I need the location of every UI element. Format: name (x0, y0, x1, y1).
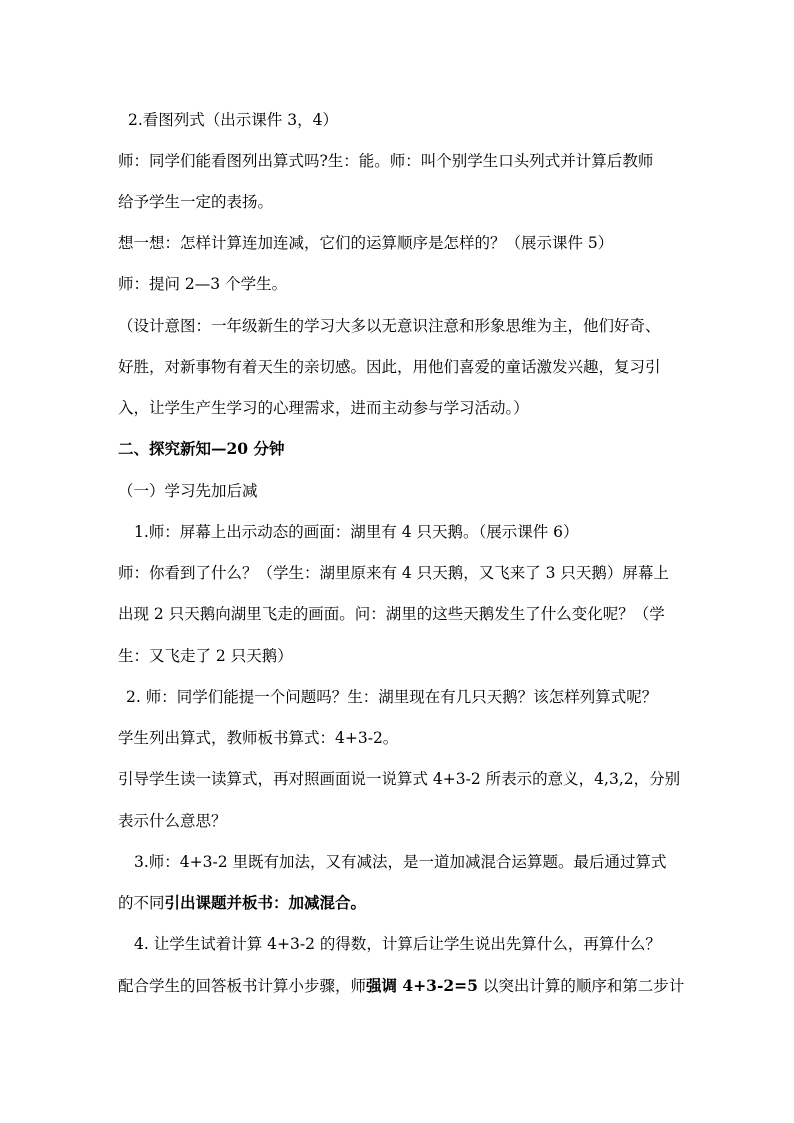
text-line (118, 151, 653, 171)
text-run: （设计意图：一年级新生的学习大多以无意识注意和形象思维为主，他们好奇、 (118, 317, 661, 335)
text-run: 师：提问 2—3 个学生。 (118, 275, 288, 293)
text-run: 2.看图列式（出示课件 3，4） (128, 111, 338, 129)
text-run: 生：又飞走了 2 只天鹅） (118, 647, 293, 665)
text-run: 配合学生的回答板书计算小步骤，师 (118, 977, 367, 995)
text-line (134, 522, 579, 542)
text-run: （一）学习先加后减 (118, 482, 258, 500)
text-run: 学生列出算式，教师板书算式：4+3-2。 (118, 729, 399, 747)
text-run: 表示什么意思？ (118, 812, 227, 830)
text-run: 1.师：屏幕上出示动态的画面：湖里有 4 只天鹅。（展示课件 6） (134, 523, 579, 541)
text-line (118, 481, 258, 501)
text-line (118, 893, 366, 913)
text-line (118, 563, 669, 583)
text-run: 师：同学们能看图列出算式吗?生：能。师：叫个别学生口头列式并计算后教师 (118, 152, 654, 170)
text-line (134, 934, 661, 954)
text-line (118, 357, 661, 377)
text-line (118, 192, 273, 212)
text-run: 出现 2 只天鹅向湖里飞走的画面。问：湖里的这些天鹅发生了什么变化呢？（学 (118, 605, 665, 623)
text-run: 给予学生一定的表扬。 (118, 193, 274, 211)
text-line (118, 233, 613, 253)
text-run: 以突出计算的顺序和第二步计 (477, 977, 685, 995)
text-run: 3.师：4+3-2 里既有加法，又有减法，是一道加减混合运算题。最后通过算式 (134, 853, 667, 871)
text-line (128, 110, 338, 130)
text-run: 的不同 (118, 894, 165, 912)
text-run: 好胜，对新事物有着天生的亲切感。因此，用他们喜爱的童话激发兴趣，复习引 (118, 358, 661, 376)
text-line (118, 646, 293, 666)
text-run: 入，让学生产生学习的心理需求，进而主动参与学习活动。） (118, 399, 529, 417)
text-run: 二、探究新知—20 分钟 (118, 439, 285, 458)
text-run: 师：你看到了什么？（学生：湖里原来有 4 只天鹅，又飞来了 3 只天鹅）屏幕上 (118, 564, 669, 582)
text-line (118, 811, 227, 831)
text-run: 2. 师：同学们能提一个问题吗？生：湖里现在有几只天鹅？该怎样列算式呢？ (126, 688, 658, 706)
text-line (134, 852, 667, 872)
text-line (126, 687, 657, 707)
text-line (118, 316, 661, 336)
text-line (118, 274, 287, 294)
bold-text-run: 强调 4+3-2=5 (366, 976, 478, 995)
text-line (118, 398, 529, 418)
section-heading (118, 439, 284, 459)
text-line (118, 604, 665, 624)
text-line (118, 728, 398, 748)
bold-text-run: 引出课题并板书：加减混合。 (164, 893, 367, 912)
text-line (118, 976, 684, 996)
text-line (118, 769, 680, 789)
text-run: 4. 让学生试着计算 4+3-2 的得数，计算后让学生说出先算什么，再算什么？ (134, 935, 661, 953)
text-run: 想一想：怎样计算连加连减，它们的运算顺序是怎样的？（展示课件 5） (118, 234, 614, 252)
text-run: 引导学生读一读算式，再对照画面说一说算式 4+3-2 所表示的意义，4,3,2，分别 (118, 770, 681, 788)
